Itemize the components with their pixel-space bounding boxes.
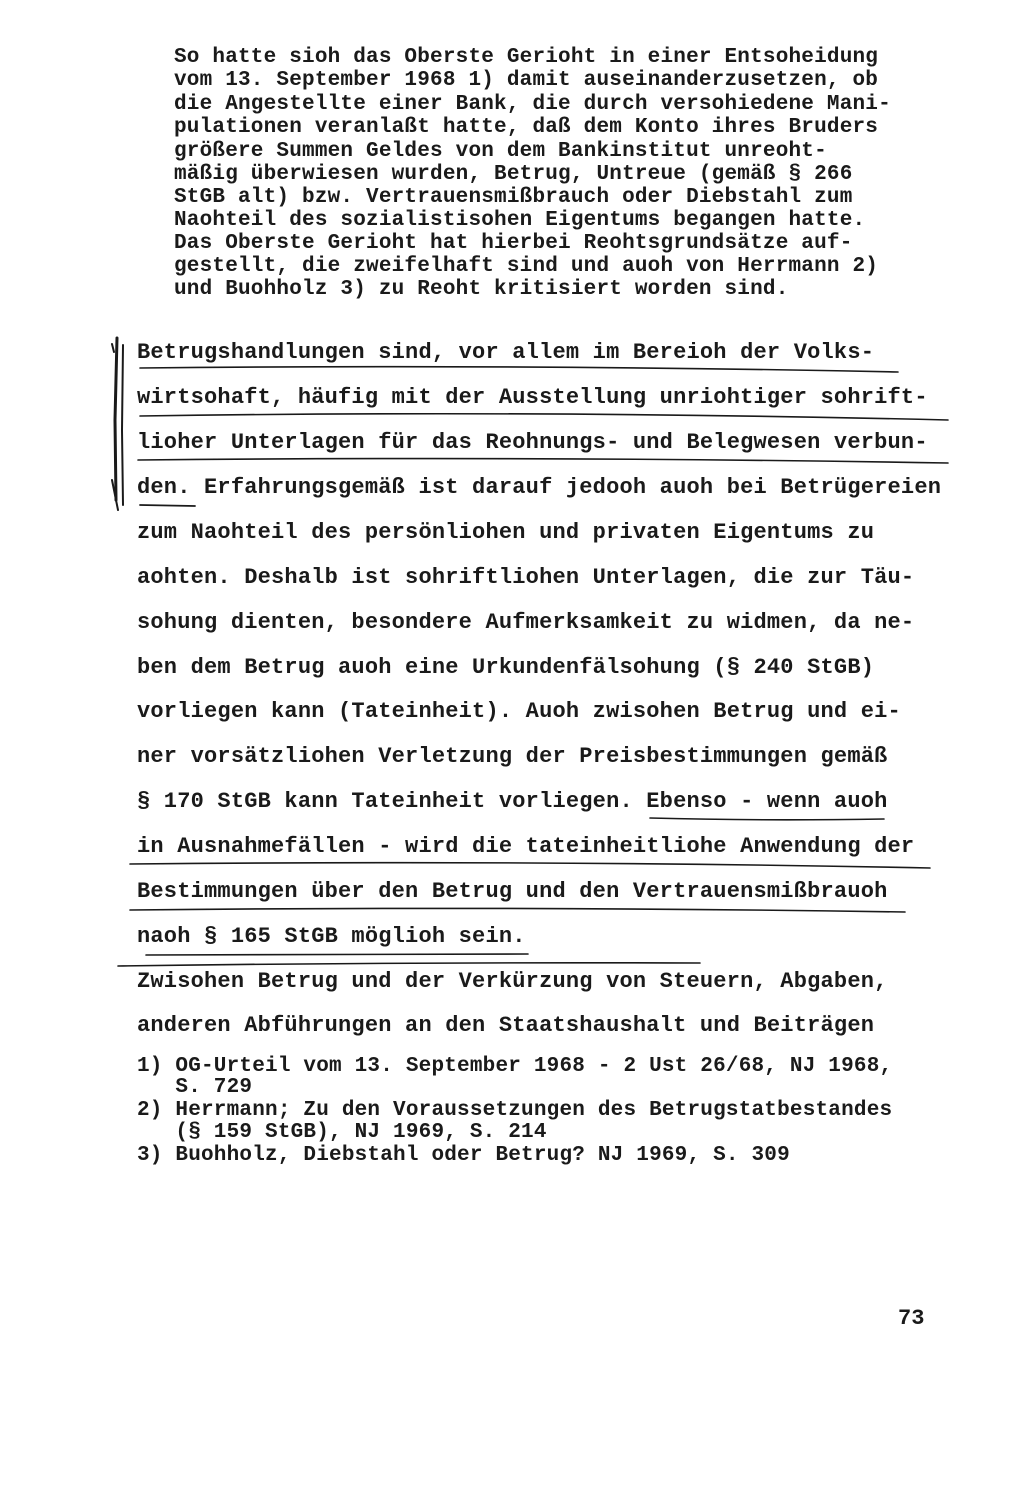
text-line: vom 13. September 1968 1) damit auseinanderzusetzen, ob: [174, 69, 879, 92]
text-line: aohten. Deshalb ist sohriftliohen Unterlagen, die zur Täu-: [137, 565, 915, 590]
text-line: ner vorsätzliohen Verletzung der Preisbestimmungen gemäß: [137, 744, 888, 769]
text-line: die Angestellte einer Bank, die durch versohiedene Mani-: [174, 93, 891, 116]
margin-bar: [115, 338, 117, 500]
text-line: gestellt, die zweifelhaft sind und auoh von Herrmann 2): [174, 255, 879, 278]
margin-bar: [122, 345, 123, 505]
underline: [140, 505, 195, 506]
text-line: zum Naohteil des persönliohen und privaten Eigentums zu: [137, 520, 875, 545]
text-line: vorliegen kann (Tateinheit). Auoh zwisohen Betrug und ei-: [137, 699, 901, 724]
footnote-line: 3) Buohholz, Diebstahl oder Betrug? NJ 1969, S. 309: [137, 1144, 790, 1167]
footnote-line: 2) Herrmann; Zu den Voraussetzungen des Betrugstatbestandes: [137, 1099, 893, 1122]
text-line: Naohteil des sozialistisohen Eigentums begangen hatte.: [174, 209, 866, 232]
text-line: Betrugshandlungen sind, vor allem im Bereioh der Volks-: [137, 340, 875, 365]
text-line: anderen Abführungen an den Staatshaushalt und Beiträgen: [137, 1013, 875, 1038]
text-line: lioher Unterlagen für das Reohnungs- und Belegwesen verbun-: [137, 430, 928, 455]
underline: [146, 954, 528, 955]
text-line: den. Erfahrungsgemäß ist darauf jedooh auoh bei Betrügereien: [137, 475, 942, 500]
footnote-line: 1) OG-Urteil vom 13. September 1968 - 2 Ust 26/68, NJ 1968,: [137, 1055, 893, 1078]
footnote-line: S. 729: [137, 1076, 253, 1099]
text-line: wirtsohaft, häufig mit der Ausstellung unriohtiger sohrift-: [137, 385, 928, 410]
margin-bar: [112, 344, 114, 352]
underline: [130, 908, 905, 912]
text-line: mäßig überwiesen wurden, Betrug, Untreue (gemäß § 266: [174, 163, 853, 186]
text-line: naoh § 165 StGB möglioh sein.: [137, 924, 526, 949]
text-line: sohung dienten, besondere Aufmerksamkeit zu widmen, da ne-: [137, 610, 915, 635]
underline: [118, 963, 700, 966]
text-line: in Ausnahmefällen - wird die tateinheitliohe Anwendung der: [137, 834, 915, 859]
footnote-line: (§ 159 StGB), NJ 1969, S. 214: [137, 1121, 547, 1144]
text-line: So hatte sioh das Oberste Gerioht in einer Entsoheidung: [174, 46, 879, 69]
underline: [650, 818, 884, 820]
text-line: pulationen veranlaßt hatte, daß dem Konto ihres Bruders: [174, 116, 879, 139]
underline: [130, 863, 930, 868]
text-line: Das Oberste Gerioht hat hierbei Reohtsgrundsätze auf-: [174, 232, 853, 255]
text-line: StGB alt) bzw. Vertrauensmißbrauch oder Diebstahl zum: [174, 186, 853, 209]
underline: [140, 367, 898, 372]
text-line: § 170 StGB kann Tateinheit vorliegen. Ebenso - wenn auoh: [137, 789, 888, 814]
text-line: größere Summen Geldes von dem Bankinstitut unreoht-: [174, 140, 827, 163]
text-line: Bestimmungen über den Betrug und den Vertrauensmißbrauoh: [137, 879, 888, 904]
underline: [138, 459, 948, 463]
text-line: Zwisohen Betrug und der Verkürzung von Steuern, Abgaben,: [137, 969, 888, 994]
text-line: ben dem Betrug auoh eine Urkundenfälsohung (§ 240 StGB): [137, 655, 875, 680]
text-line: und Buohholz 3) zu Reoht kritisiert worden sind.: [174, 278, 789, 301]
underline: [140, 414, 948, 420]
page-number: 73: [898, 1306, 925, 1331]
